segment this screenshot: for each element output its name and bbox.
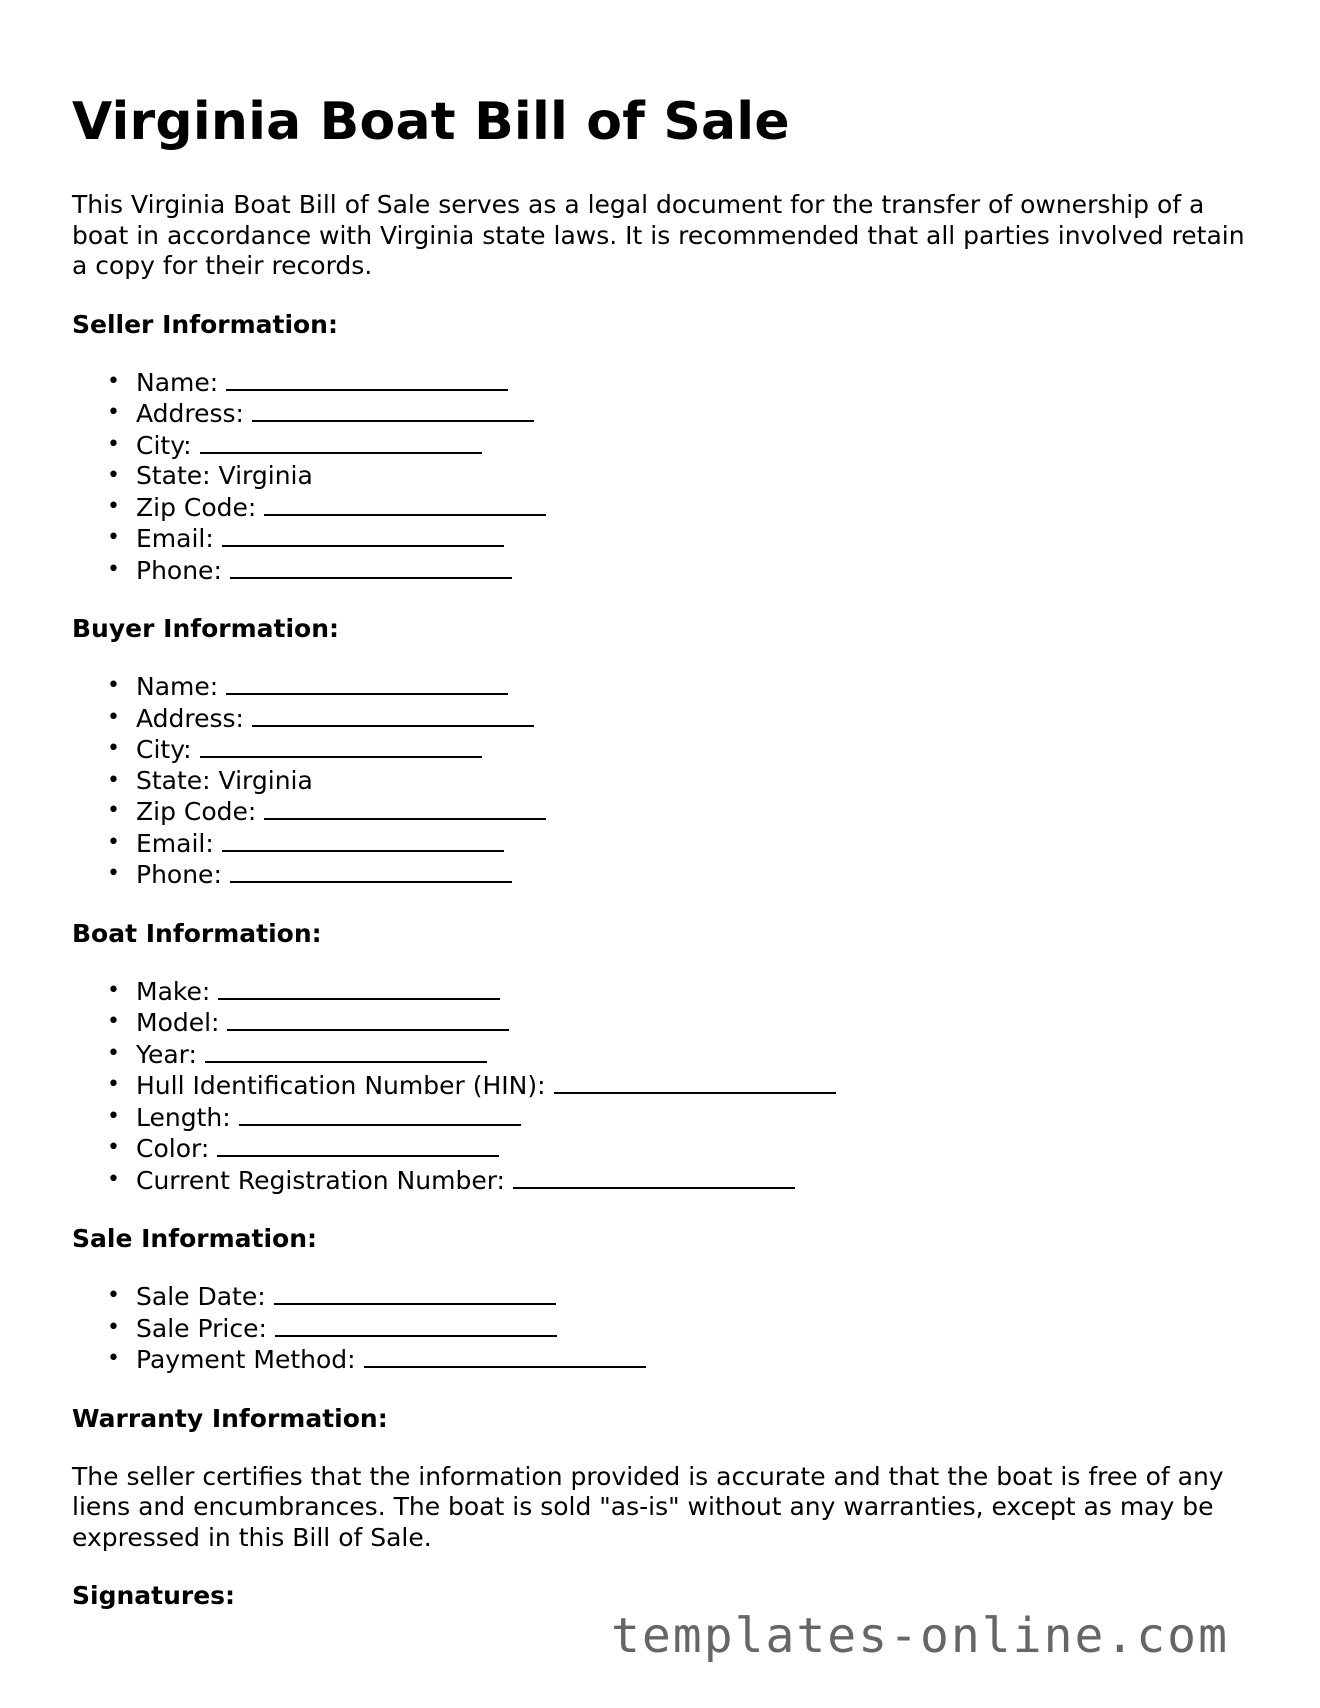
buyer-field-item [107,734,1252,766]
buyer-field-label: State: Virginia [136,765,313,795]
bullet-icon: • [107,493,120,519]
boat-field-label: Make: [136,976,211,1006]
buyer-field-item [107,703,1252,735]
document-title: Virginia Boat Bill of Sale [72,92,790,152]
boat-field-label: Current Registration Number: [136,1165,505,1195]
seller-field-blank[interactable] [264,492,546,516]
seller-field-list [72,367,1252,587]
seller-field-label: Phone: [136,555,222,585]
boat-field-label: Hull Identification Number (HIN): [136,1071,546,1100]
buyer-field-label: Phone: [136,860,222,889]
watermark-text: templates-online.com [611,1608,1229,1664]
boat-field-label: Color: [136,1134,210,1163]
buyer-field-item [107,671,1252,703]
boat-field-list [72,976,1252,1197]
boat-field-item [107,1165,1252,1197]
seller-field-label: City: [136,430,192,460]
buyer-field-blank[interactable] [264,796,546,820]
seller-field-label: Email: [136,524,214,553]
boat-field-item [107,1102,1252,1134]
buyer-field-label: Address: [136,703,244,733]
buyer-field-blank[interactable] [226,671,508,695]
sale-field-item [107,1281,1252,1313]
document-page [72,0,1252,1611]
bullet-icon: • [107,829,120,855]
bullet-icon: • [107,1314,120,1340]
sale-field-item [107,1313,1252,1345]
boat-field-item [107,1007,1252,1039]
buyer-field-blank[interactable] [222,828,504,852]
buyer-field-list [72,671,1252,891]
bullet-icon: • [107,704,120,730]
bullet-icon: • [107,525,120,550]
bullet-icon: • [107,1103,120,1129]
boat-field-blank[interactable] [217,1133,499,1157]
bullet-icon: • [107,736,120,761]
bullet-icon: • [107,1009,120,1034]
intro-paragraph: This Virginia Boat Bill of Sale serves as a legal document for the transfer of ownership of a boat in accordance with Virginia state laws. It is recommended that all parties involved retain a copy for their records. [72,190,1245,280]
seller-field-blank[interactable] [222,523,504,547]
bullet-icon: • [107,1346,120,1371]
signatures-heading: Signatures: [72,1581,236,1610]
boat-field-blank[interactable] [205,1039,487,1063]
seller-field-item [107,523,1252,555]
buyer-field-label: Email: [136,828,214,858]
buyer-field-blank[interactable] [252,703,534,727]
seller-heading: Seller Information: [72,309,338,339]
boat-field-blank[interactable] [227,1007,509,1031]
seller-field-item [107,461,1252,492]
sale-field-label: Sale Price: [136,1313,267,1343]
seller-field-item [107,492,1252,524]
buyer-field-label: City: [136,735,192,764]
warranty-heading: Warranty Information: [72,1403,388,1433]
boat-field-item [107,1070,1252,1102]
boat-field-item [107,976,1252,1008]
buyer-field-label: Name: [136,672,219,701]
seller-field-item [107,555,1252,587]
boat-field-item [107,1039,1252,1071]
sale-field-blank[interactable] [275,1313,557,1337]
bullet-icon: • [107,1072,120,1097]
seller-field-item [107,367,1252,399]
seller-field-blank[interactable] [230,555,512,579]
seller-field-label: Name: [136,367,219,397]
seller-field-label: Zip Code: [136,492,257,522]
bullet-icon: • [107,767,120,793]
boat-field-blank[interactable] [218,976,500,1000]
seller-field-item [107,398,1252,430]
boat-heading: Boat Information: [72,918,322,948]
sale-field-label: Sale Date: [136,1282,266,1311]
seller-field-blank[interactable] [200,430,482,454]
seller-field-label: Address: [136,399,244,428]
sale-field-label: Payment Method: [136,1345,356,1374]
seller-field-label: State: Virginia [136,461,313,490]
buyer-field-blank[interactable] [230,859,512,883]
buyer-field-item [107,859,1252,891]
boat-field-label: Year: [136,1039,197,1069]
boat-field-blank[interactable] [554,1070,836,1094]
seller-field-blank[interactable] [252,398,534,422]
sale-field-list [72,1281,1252,1376]
boat-field-label: Model: [136,1008,220,1037]
sale-heading: Sale Information: [72,1224,317,1253]
sale-field-item [107,1344,1252,1376]
bullet-icon: • [107,431,120,457]
bullet-icon: • [107,368,120,394]
buyer-field-blank[interactable] [200,734,482,758]
bullet-icon: • [107,977,120,1003]
buyer-heading: Buyer Information: [72,614,340,643]
seller-field-item [107,430,1252,462]
bullet-icon: • [107,1166,120,1192]
bullet-icon: • [107,861,120,886]
boat-field-blank[interactable] [513,1165,795,1189]
bullet-icon: • [107,673,120,698]
buyer-field-item [107,796,1252,828]
bullet-icon: • [107,798,120,823]
sale-field-blank[interactable] [364,1344,646,1368]
warranty-paragraph: The seller certifies that the information provided is accurate and that the boat is free of any liens and encumbrances. The boat is sold "as-is" without any warranties, except as may be expressed in this Bill of Sale. [72,1461,1224,1552]
boat-field-label: Length: [136,1102,231,1132]
bullet-icon: • [107,1040,120,1066]
bullet-icon: • [107,400,120,425]
bullet-icon: • [107,1283,120,1308]
seller-field-blank[interactable] [226,367,508,391]
buyer-field-item [107,765,1252,797]
bullet-icon: • [107,1135,120,1160]
buyer-field-item [107,828,1252,860]
sale-field-blank[interactable] [274,1281,556,1305]
boat-field-blank[interactable] [239,1102,521,1126]
boat-field-item [107,1133,1252,1165]
bullet-icon: • [107,556,120,582]
buyer-field-label: Zip Code: [136,797,257,826]
bullet-icon: • [107,463,120,488]
